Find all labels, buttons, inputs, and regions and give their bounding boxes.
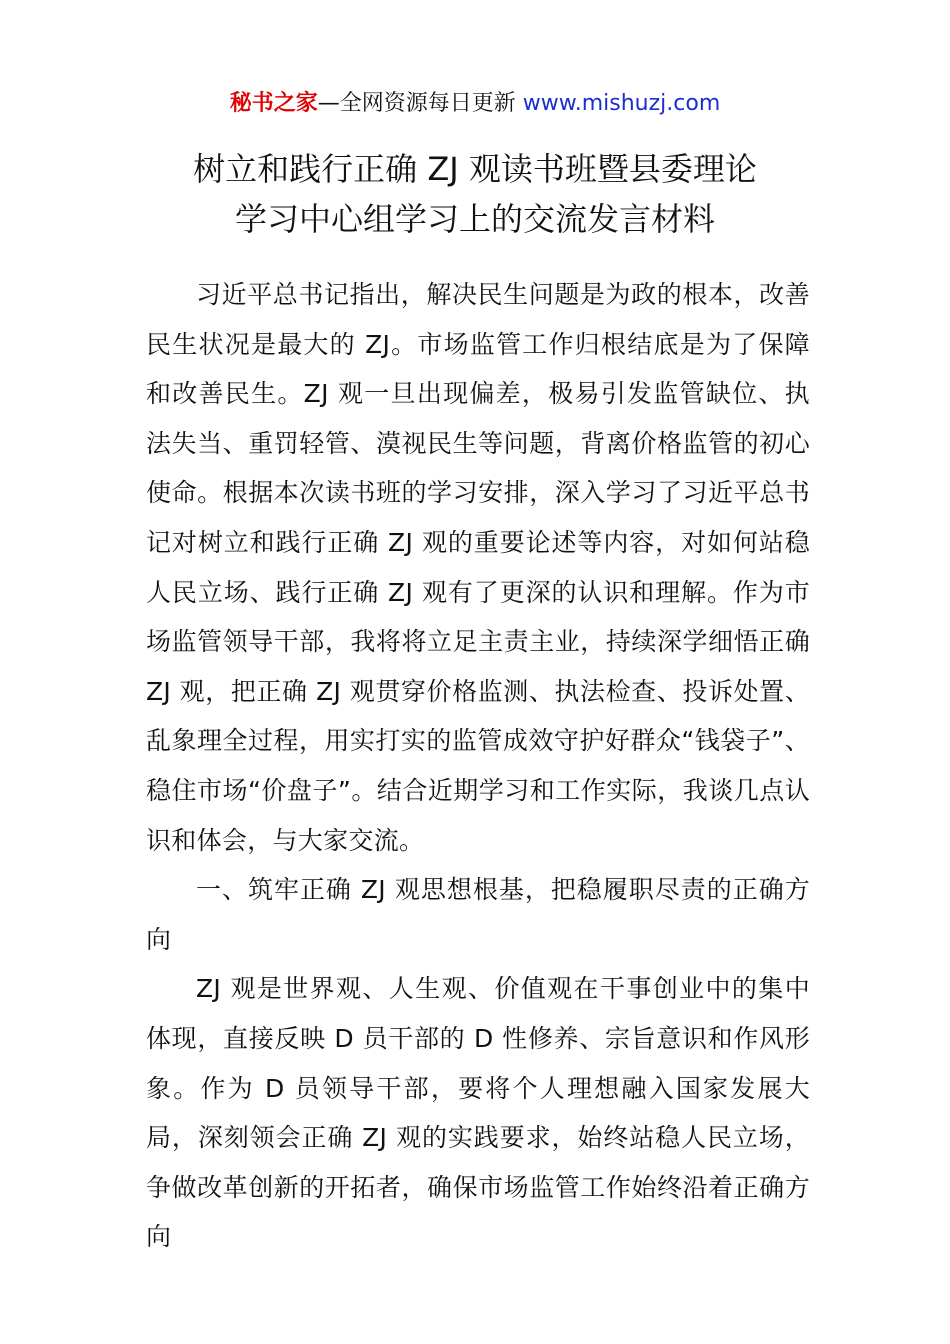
site-header bbox=[0, 88, 950, 120]
document-title-line-1: 树立和践行正确 ZJ 观读书班暨县委理论 bbox=[193, 150, 757, 188]
intro-paragraph: 习近平总书记指出，解决民生问题是为政的根本，改善民生状况是最大的 ZJ。市场监管工作归根结底是为了保障和改善民生。ZJ 观一旦出现偏差，极易引发监管缺位、执法失当、重罚轻管、漠视民生等问题，背离价格监管的初心使命。根据本次读书班的学习安排，深入学习了习近平总书记对树立和践行正确 ZJ 观的重要论述等内容，对如何站稳人民立场、践行正确 ZJ 观有了更深的认识和理解。作为市场监管领导干部，我将将立足主责主业，持续深学细悟正确 ZJ 观，把正确 ZJ 观贯穿价格监测、执法检查、投诉处置、乱象理全过程，用实打实的监管成效守护好群众“钱袋子”、稳住市场“价盘子”。结合近期学习和工作实际，我谈几点认识和体会，与大家交流。 bbox=[146, 280, 810, 855]
section-heading-1: 一、筑牢正确 ZJ 观思想根基，把稳履职尽责的正确方向 bbox=[146, 875, 810, 954]
document-body bbox=[146, 270, 810, 1262]
document-title bbox=[95, 144, 855, 244]
site-brand: 秘书之家 bbox=[229, 91, 318, 116]
site-url-link[interactable]: www.mishuzj.com bbox=[522, 91, 721, 116]
section-1-paragraph: ZJ 观是世界观、人生观、价值观在干事创业中的集中体现，直接反映 D 员干部的 D 性修养、宗旨意识和作风形象。作为 D 员领导干部，要将个人理想融入国家发展大局，深刻领会正确 ZJ 观的实践要求，始终站稳人民立场，争做改革创新的开拓者，确保市场监管工作始终沿着正确方向 bbox=[146, 974, 810, 1252]
document-title-line-2: 学习中心组学习上的交流发言材料 bbox=[234, 200, 715, 238]
site-tagline: —全网资源每日更新 bbox=[317, 91, 523, 116]
